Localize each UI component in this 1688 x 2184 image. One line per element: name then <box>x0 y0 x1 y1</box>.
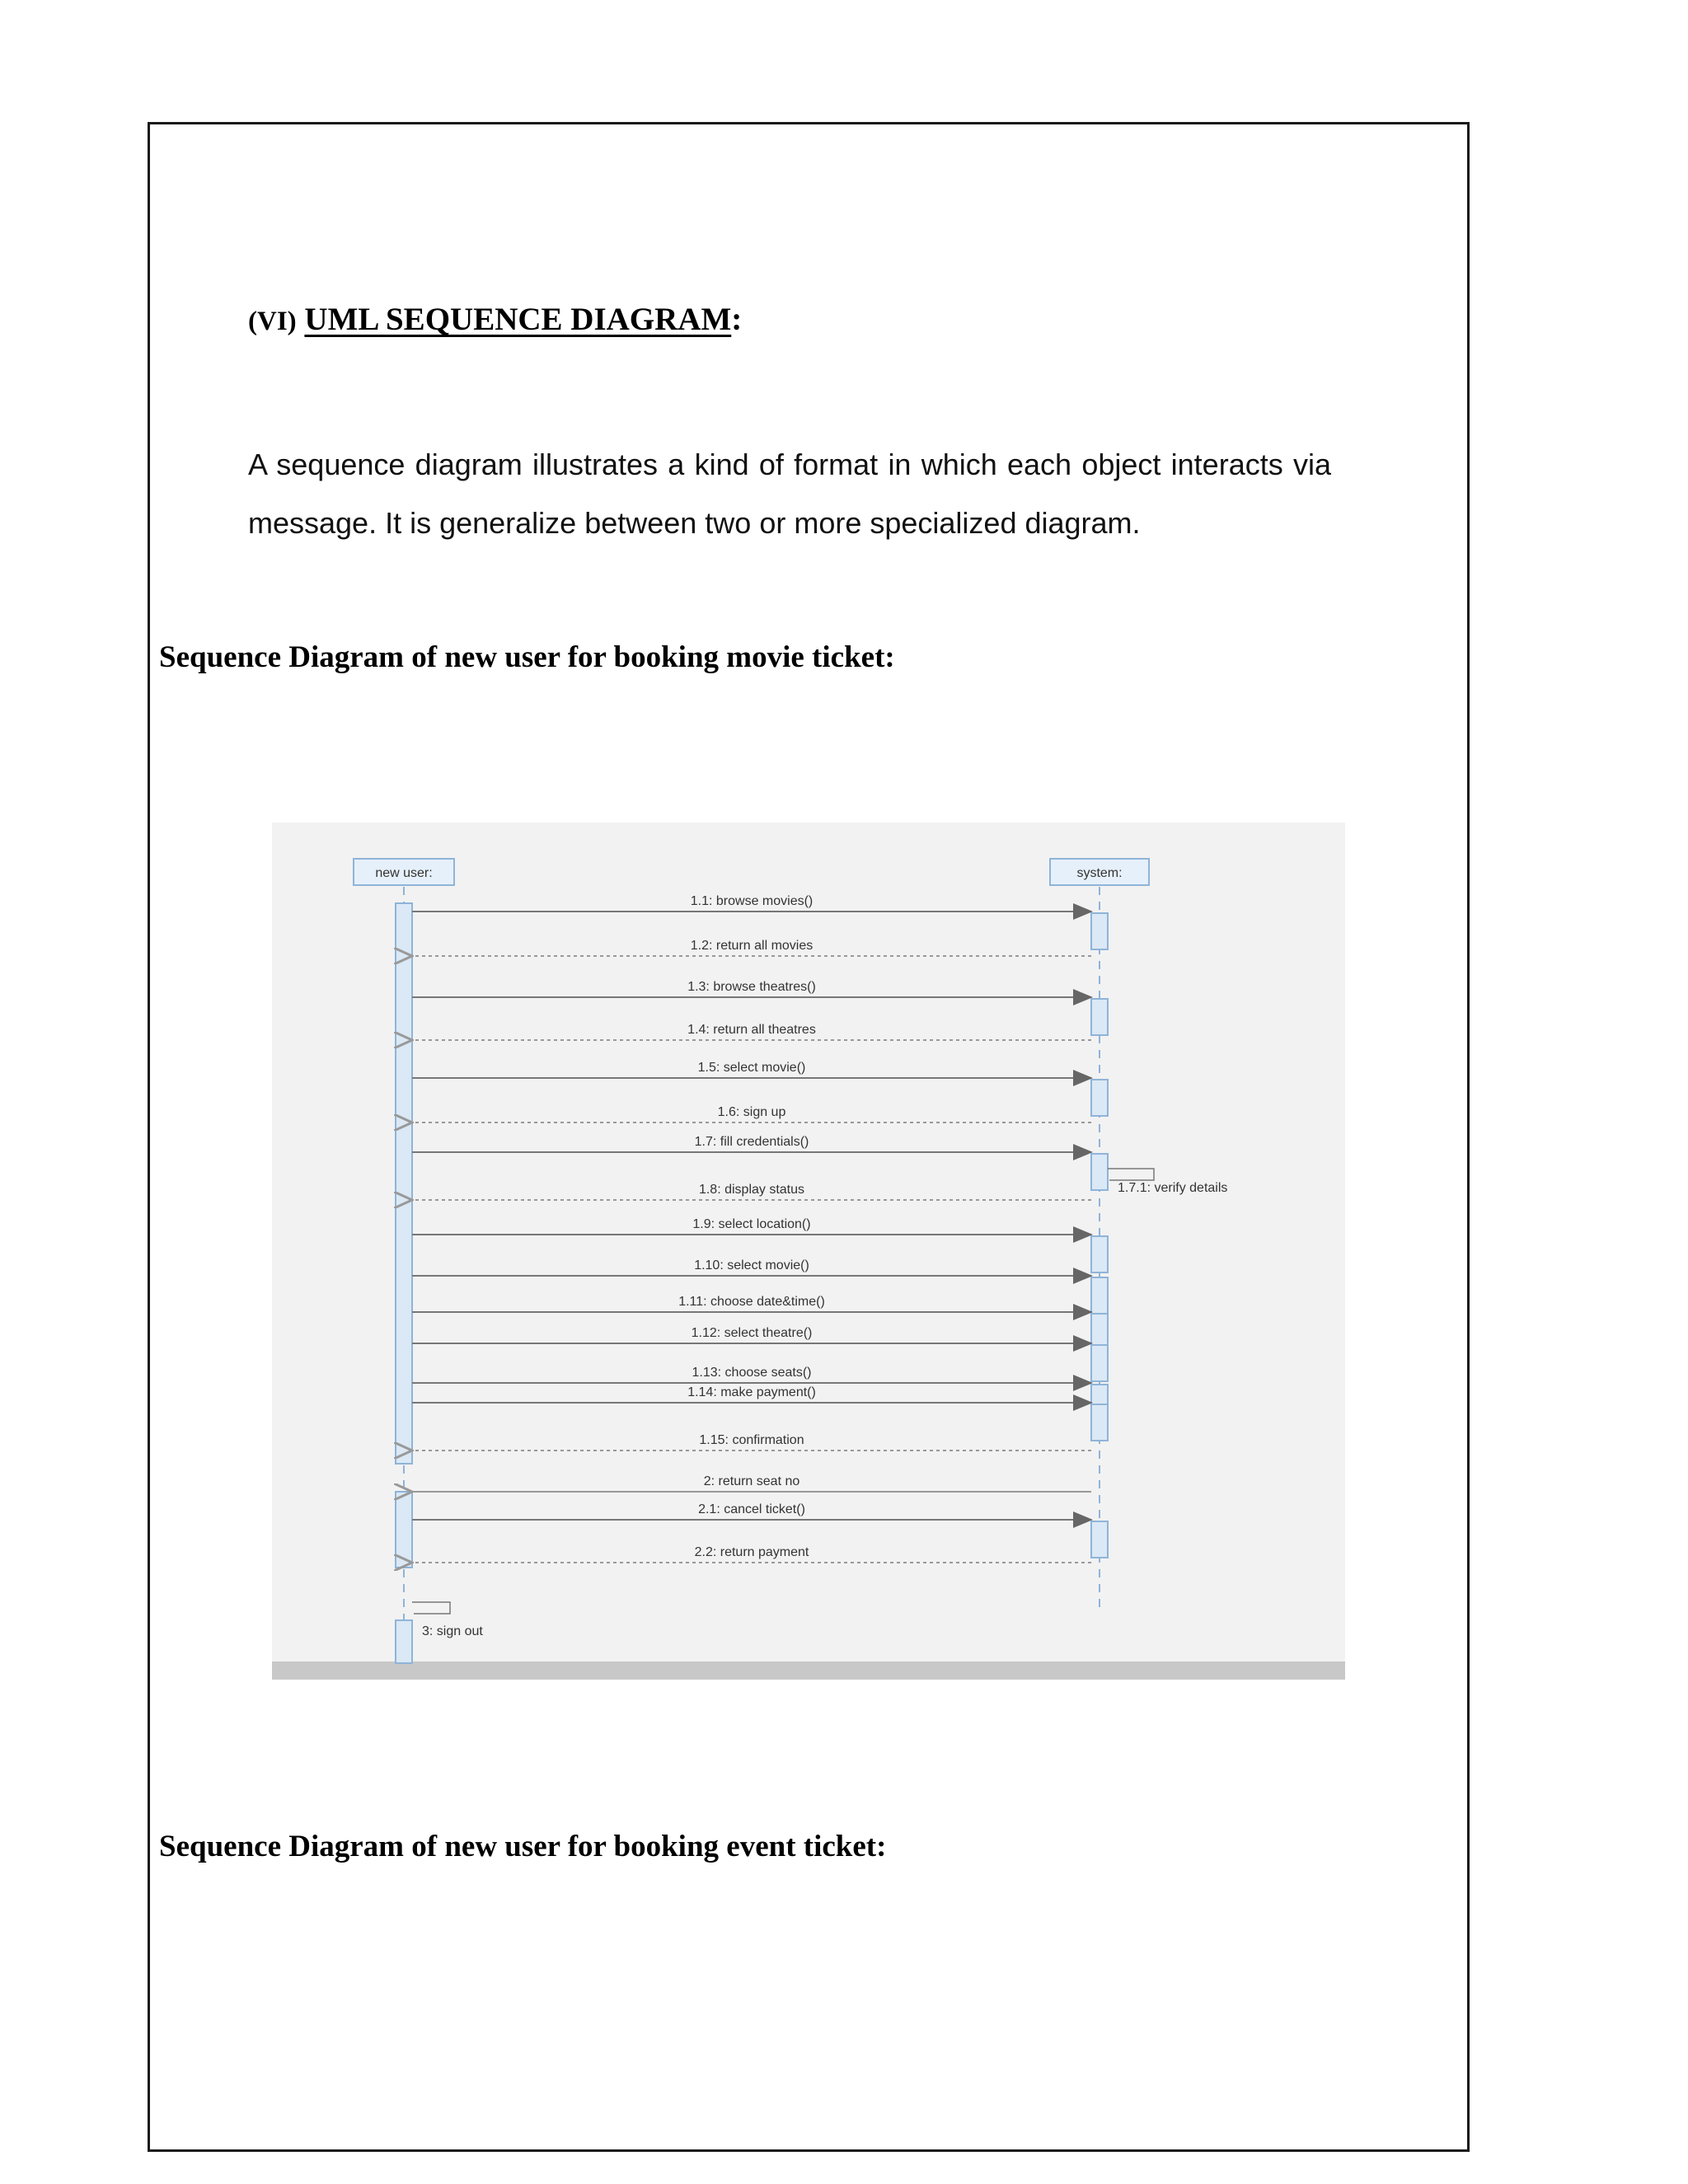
message-label-0: 1.1: browse movies() <box>690 894 814 908</box>
movie-sequence-diagram <box>272 823 1345 1680</box>
message-label-10: 1.10: select movie() <box>694 1258 809 1272</box>
message-label-11: 1.11: choose date&time() <box>678 1295 825 1309</box>
lifeline-label-0: new user: <box>375 866 433 880</box>
section-title: UML SEQUENCE DIAGRAM <box>304 302 732 337</box>
activation-system-2 <box>1091 999 1108 1035</box>
activation-new-user-2 <box>396 1492 412 1568</box>
activation-system-6 <box>1091 1154 1108 1190</box>
activation-system-14 <box>1091 1404 1108 1441</box>
activation-system-12 <box>1091 1345 1108 1381</box>
activation-new-user-3 <box>396 1620 412 1663</box>
sequence-diagram-canvas <box>272 823 1345 1680</box>
message-label-9: 1.9: select location() <box>692 1217 811 1231</box>
message-label-12: 1.12: select theatre() <box>691 1326 813 1340</box>
message-label-15: 1.15: confirmation <box>699 1433 804 1447</box>
diagram-bottom-bar <box>272 1661 1345 1680</box>
message-label-2: 1.3: browse theatres() <box>687 980 816 994</box>
message-label-5: 1.6: sign up <box>717 1105 786 1119</box>
message-label-1: 1.2: return all movies <box>690 939 814 953</box>
message-label-3: 1.4: return all theatres <box>687 1023 816 1037</box>
message-arrow-19 <box>412 1602 450 1614</box>
message-label-8: 1.8: display status <box>698 1183 805 1197</box>
activation-system-17 <box>1091 1521 1108 1558</box>
activation-system-0 <box>1091 913 1108 949</box>
activation-system-10 <box>1091 1277 1108 1314</box>
activation-new-user-1 <box>396 903 412 1464</box>
message-label-6: 1.7: fill credentials() <box>694 1135 809 1149</box>
movie-diagram-heading: Sequence Diagram of new user for booking movie ticket: <box>159 640 895 674</box>
message-label-17: 2.1: cancel ticket() <box>698 1502 805 1516</box>
message-label-7: 1.7.1: verify details <box>1118 1181 1228 1195</box>
intro-paragraph: A sequence diagram illustrates a kind of format in which each object interacts via message. It is generalize between two or more specialized diagram. <box>248 448 1331 540</box>
message-arrow-7 <box>1108 1169 1154 1180</box>
message-label-14: 1.14: make payment() <box>687 1385 816 1399</box>
message-label-16: 2: return seat no <box>703 1474 800 1488</box>
section-number: (VI) <box>248 307 297 336</box>
activation-system-4 <box>1091 1080 1108 1116</box>
activation-system-9 <box>1091 1236 1108 1272</box>
message-label-18: 2.2: return payment <box>694 1545 809 1559</box>
message-label-13: 1.13: choose seats() <box>692 1366 812 1380</box>
section-colon: : <box>731 302 743 337</box>
message-label-19: 3: sign out <box>422 1624 483 1638</box>
section-heading <box>248 301 742 338</box>
event-diagram-heading: Sequence Diagram of new user for booking event ticket: <box>159 1830 887 1863</box>
message-label-4: 1.5: select movie() <box>697 1061 806 1075</box>
lifeline-label-1: system: <box>1076 866 1123 880</box>
